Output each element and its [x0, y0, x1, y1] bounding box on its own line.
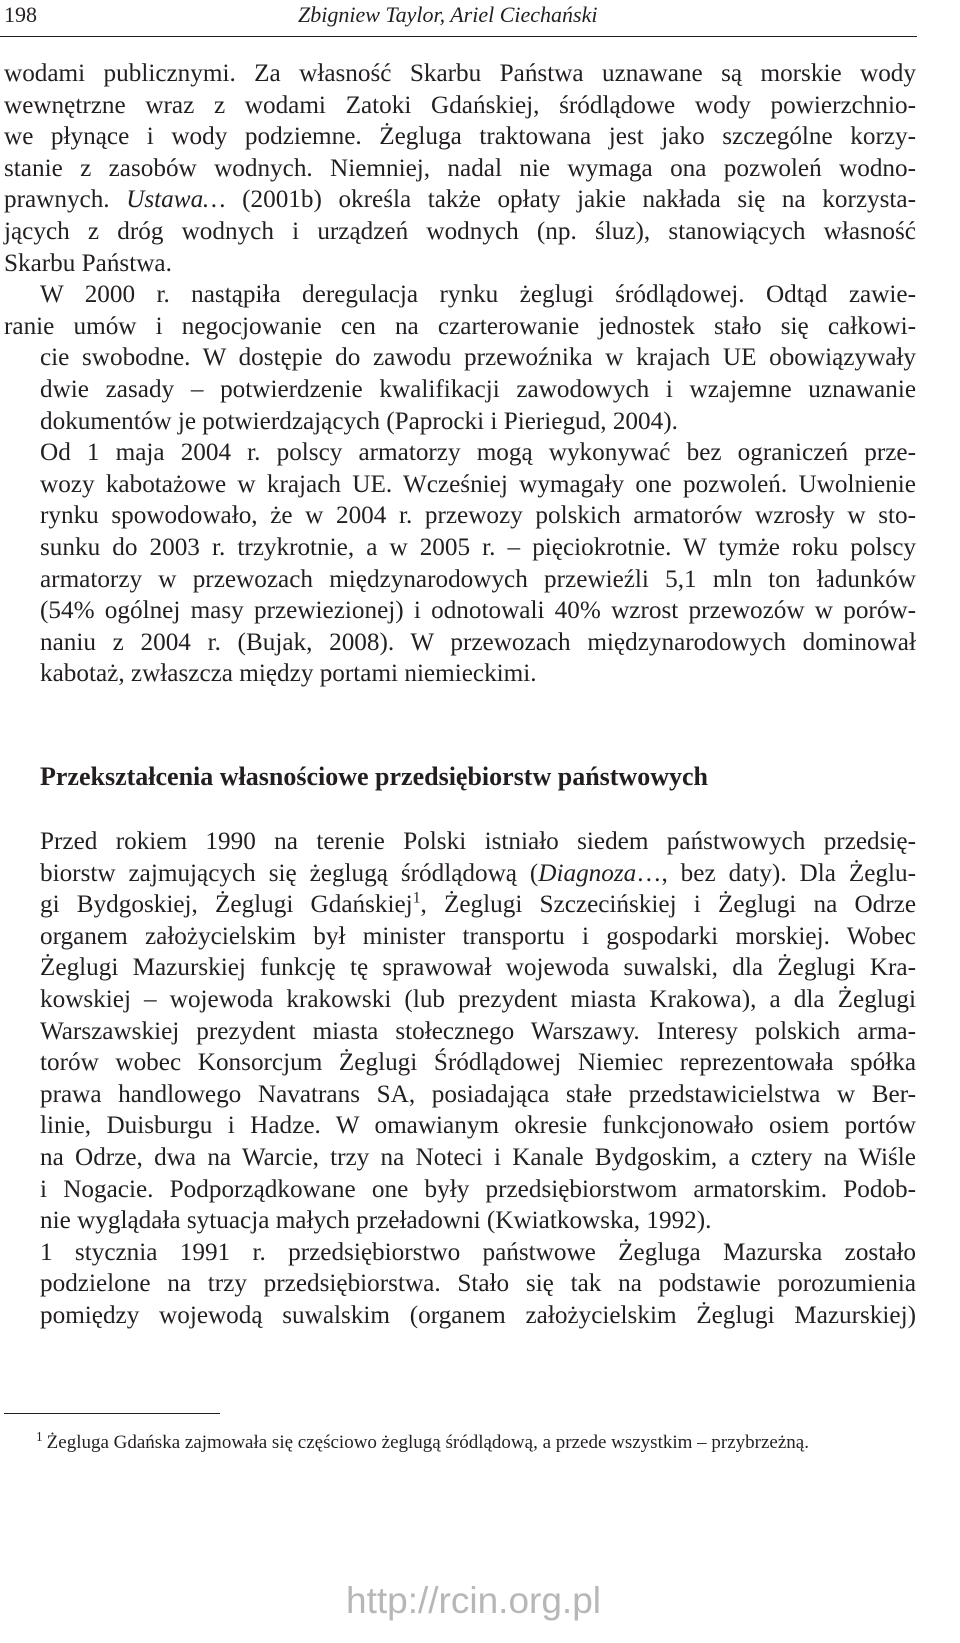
footnote: [36, 1428, 916, 1454]
text-line: na Odrze, dwa na Warcie, trzy na Noteci i Kanale Bydgoskim, a cztery na Wiśle: [40, 1143, 916, 1171]
text-line: Skarbu Państwa.: [4, 249, 172, 277]
text-line: dokumentów je potwierdzających (Paprocki i Pieriegud, 2004).: [40, 407, 678, 435]
text-line: kowskiej – wojewoda krakowski (lub prezydent miasta Krakowa), a dla Żeglugi: [40, 985, 916, 1013]
text-line: naniu z 2004 r. (Bujak, 2008). W przewozach międzynarodowych dominował: [40, 628, 916, 656]
text-line: rynku spowodowało, że w 2004 r. przewozy polskich armatorów wzrosły w sto-: [40, 502, 916, 530]
paragraph: [4, 1237, 916, 1332]
text-line: stanie z zasobów wodnych. Niemniej, nadal nie wymaga ona pozwoleń wodno-: [4, 154, 916, 182]
text-line: W 2000 r. nastąpiła deregulacja rynku żeglugi śródlądowej. Odtąd zawie-: [40, 281, 916, 309]
paragraph: [4, 58, 916, 279]
text-line: prawa handlowego Navatrans SA, posiadająca stałe przedstawicielstwa w Ber-: [40, 1080, 916, 1108]
paragraph: [4, 437, 916, 690]
running-head: Zbigniew Taylor, Ariel Ciechański: [298, 2, 598, 27]
text-line: kabotaż, zwłaszcza między portami niemieckimi.: [40, 660, 537, 688]
text-line: linie, Duisburgu i Hadze. W omawianym okresie funkcjonowało osiem portów: [40, 1112, 916, 1140]
text-run: biorstw zajmujących się żeglugą śródlądową (: [40, 859, 539, 887]
text-line: dwie zasady – potwierdzenie kwalifikacji zawodowych i wzajemne uznawanie: [40, 375, 916, 403]
text-line: ranie umów i negocjowanie cen na czarterowanie jednostek stało się całkowi-: [4, 312, 916, 340]
text-line: Od 1 maja 2004 r. polscy armatorzy mogą wykonywać bez ograniczeń prze-: [40, 439, 916, 467]
text-run: gi Bydgoskiej, Żeglugi Gdańskiej: [40, 891, 413, 919]
text-line: wozy kabotażowe w krajach UE. Wcześniej wymagały one pozwoleń. Uwolnienie: [40, 470, 916, 498]
text-line: [4, 858, 916, 890]
text-line: 1 stycznia 1991 r. przedsiębiorstwo państwowe Żegluga Mazurska zostało: [40, 1238, 916, 1266]
text-run: …, bez daty). Dla Żeglu-: [636, 859, 916, 887]
text-line: torów wobec Konsorcjum Żeglugi Śródlądowej Niemiec reprezentowała spółka: [40, 1049, 916, 1077]
paragraph: [4, 279, 916, 437]
text-line: armatorzy w przewozach międzynarodowych przewieźli 5,1 mln ton ładunków: [40, 565, 916, 593]
text-line: podzielone na trzy przedsiębiorstwa. Stało się tak na podstawie porozumienia: [40, 1270, 916, 1298]
text-line: organem założycielskim był minister transportu i gospodarki morskiej. Wobec: [40, 922, 916, 950]
footnote-divider: [4, 1413, 220, 1414]
text-line: cie swobodne. W dostępie do zawodu przewoźnika w krajach UE obowiązywały: [40, 344, 916, 372]
text-line: sunku do 2003 r. trzykrotnie, a w 2005 r. – pięciokrotnie. W tymże roku polscy: [40, 533, 916, 561]
footnote-marker: 1: [36, 1428, 43, 1444]
text-run: (2001b) określa także opłaty jakie nakłada się na korzysta-: [225, 186, 916, 214]
text-line: Żeglugi Mazurskiej funkcję tę sprawował wojewoda suwalski, dla Żeglugi Kra-: [40, 954, 916, 982]
text-line: Warszawskiej prezydent miasta stołecznego Warszawy. Interesy polskich arma-: [40, 1017, 916, 1045]
text-line: i Nogacie. Podporządkowane one były przedsiębiorstwom armatorskim. Podob-: [40, 1175, 916, 1203]
paragraph: [4, 826, 916, 1237]
body-text-top: [4, 58, 916, 690]
page-number: 198: [4, 2, 37, 27]
body-text-bottom: [4, 826, 916, 1332]
footnote-ref[interactable]: 1: [412, 889, 421, 907]
text-line: wewnętrzne wraz z wodami Zatoki Gdańskiej, śródlądowe wody powierzchnio-: [4, 91, 916, 119]
text-line: nie wyglądała sytuacja małych przeładowni (Kwiatkowska, 1992).: [40, 1207, 712, 1235]
watermark-url[interactable]: http://rcin.org.pl: [346, 1580, 602, 1621]
text-line: wodami publicznymi. Za własność Skarbu Państwa uznawane są morskie wody: [4, 60, 916, 87]
text-line: we płynące i wody podziemne. Żegluga traktowana jest jako szczególne korzy-: [4, 123, 916, 151]
footnote-text: Żegluga Gdańska zajmowała się częściowo żeglugą śródlądową, a przede wszystkim – przybrzeżną.: [46, 1432, 809, 1453]
text-run: prawnych.: [4, 186, 127, 214]
text-line: Przed rokiem 1990 na terenie Polski istniało siedem państwowych przedsię-: [40, 828, 916, 855]
text-line: jących z dróg wodnych i urządzeń wodnych (np. śluz), stanowiących własność: [4, 217, 916, 245]
page-header: [0, 0, 917, 37]
italic-title: Ustawa…: [126, 186, 226, 214]
italic-title: Diagnoza: [538, 859, 637, 887]
text-line: [4, 889, 916, 921]
text-run: , Żeglugi Szczecińskiej i Żeglugi na Odrze: [420, 891, 916, 919]
text-line: (54% ogólnej masy przewiezionej) i odnotowali 40% wzrost przewozów w porów-: [40, 597, 916, 625]
text-line: [4, 184, 916, 216]
text-line: pomiędzy wojewodą suwalskim (organem założycielskim Żeglugi Mazurskiej): [40, 1301, 916, 1329]
section-heading: Przekształcenia własnościowe przedsiębiorstw państwowych: [40, 762, 708, 791]
